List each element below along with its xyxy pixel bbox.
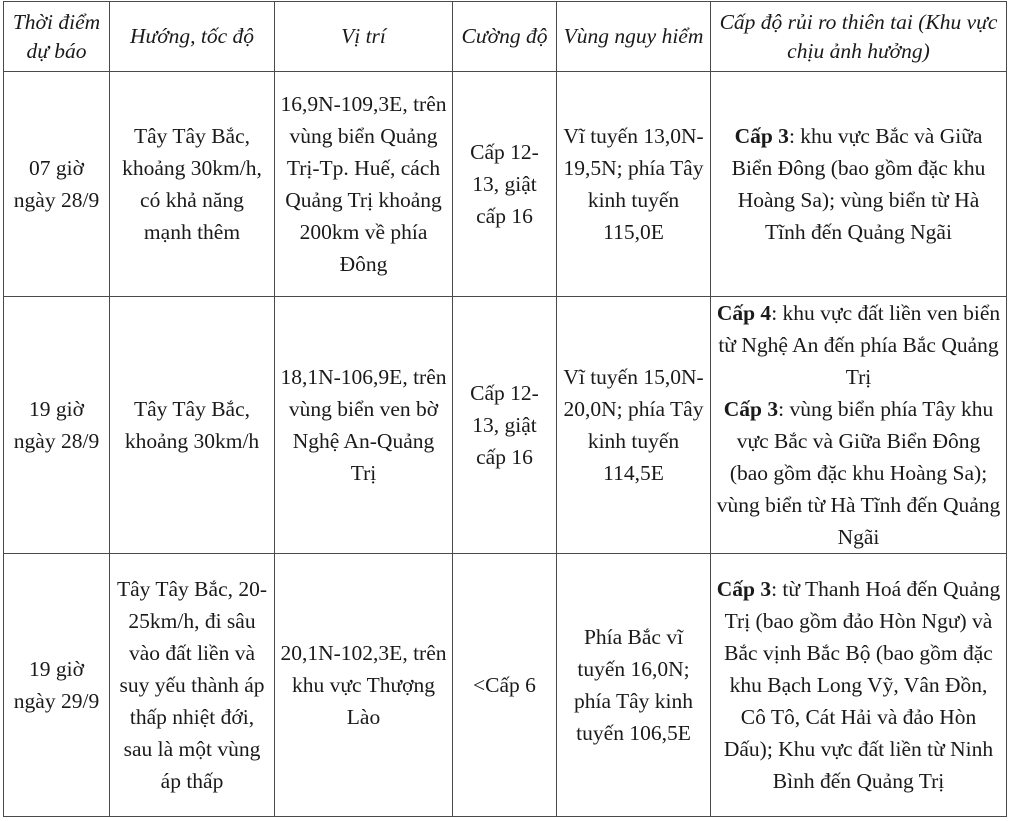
risk-level-label: Cấp 4 (716, 301, 772, 325)
cell-time: 19 giờ ngày 29/9 (4, 554, 110, 817)
cell-position: 18,1N-106,9E, trên vùng biển ven bờ Nghệ An-Quảng Trị (275, 297, 453, 554)
table-row (4, 297, 1007, 554)
cell-danger-zone: Vĩ tuyến 15,0N-20,0N; phía Tây kinh tuyến 114,5E (557, 297, 711, 554)
cell-risk-level (711, 554, 1007, 817)
risk-area-text: : vùng biển phía Tây khu vực Bắc và Giữa Biển Đông (bao gồm đặc khu Hoàng Sa); vùng biển từ Hà Tĩnh đến Quảng Ngãi (716, 397, 1001, 549)
header-row (4, 2, 1007, 72)
cell-intensity: <Cấp 6 (453, 554, 557, 817)
risk-level-label: Cấp 3 (734, 124, 789, 148)
risk-entry (715, 573, 1002, 797)
risk-entry (715, 297, 1002, 393)
risk-level-label: Cấp 3 (716, 577, 772, 601)
cell-danger-zone: Vĩ tuyến 13,0N-19,5N; phía Tây kinh tuyến 115,0E (557, 72, 711, 297)
cell-intensity: Cấp 12-13, giật cấp 16 (453, 72, 557, 297)
header-time: Thời điểm dự báo (4, 2, 110, 72)
risk-area-text: : từ Thanh Hoá đến Quảng Trị (bao gồm đảo Hòn Ngư) và Bắc vịnh Bắc Bộ (bao gồm đặc khu Bạch Long Vỹ, Vân Đồn, Cô Tô, Cát Hải và đảo Hòn Dấu); Khu vực đất liền từ Ninh Bình đến Quảng Trị (723, 577, 1001, 793)
cell-position: 20,1N-102,3E, trên khu vực Thượng Lào (275, 554, 453, 817)
header-intensity: Cường độ (453, 2, 557, 72)
header-danger-zone: Vùng nguy hiểm (557, 2, 711, 72)
header-direction: Hướng, tốc độ (110, 2, 275, 72)
risk-area-text: : khu vực đất liền ven biển từ Nghệ An đến phía Bắc Quảng Trị (718, 301, 1001, 389)
header-risk-level: Cấp độ rủi ro thiên tai (Khu vực chịu ảnh hưởng) (711, 2, 1007, 72)
cell-risk-level (711, 297, 1007, 554)
cell-time: 07 giờ ngày 28/9 (4, 72, 110, 297)
header-position: Vị trí (275, 2, 453, 72)
table-row (4, 554, 1007, 817)
risk-area-text: : khu vực Bắc và Giữa Biển Đông (bao gồm đặc khu Hoàng Sa); vùng biển từ Hà Tĩnh đến Quảng Ngãi (731, 124, 986, 244)
cell-direction: Tây Tây Bắc, khoảng 30km/h, có khả năng mạnh thêm (110, 72, 275, 297)
cell-time: 19 giờ ngày 28/9 (4, 297, 110, 554)
cell-risk-level (711, 72, 1007, 297)
table-row (4, 72, 1007, 297)
risk-entry (715, 120, 1002, 248)
cell-direction: Tây Tây Bắc, khoảng 30km/h (110, 297, 275, 554)
cell-direction: Tây Tây Bắc, 20-25km/h, đi sâu vào đất liền và suy yếu thành áp thấp nhiệt đới, sau là một vùng áp thấp (110, 554, 275, 817)
cell-intensity: Cấp 12-13, giật cấp 16 (453, 297, 557, 554)
forecast-table (3, 1, 1007, 817)
risk-entry (715, 393, 1002, 553)
cell-position: 16,9N-109,3E, trên vùng biển Quảng Trị-Tp. Huế, cách Quảng Trị khoảng 200km về phía Đông (275, 72, 453, 297)
cell-danger-zone: Phía Bắc vĩ tuyến 16,0N; phía Tây kinh tuyến 106,5E (557, 554, 711, 817)
risk-level-label: Cấp 3 (723, 397, 779, 421)
